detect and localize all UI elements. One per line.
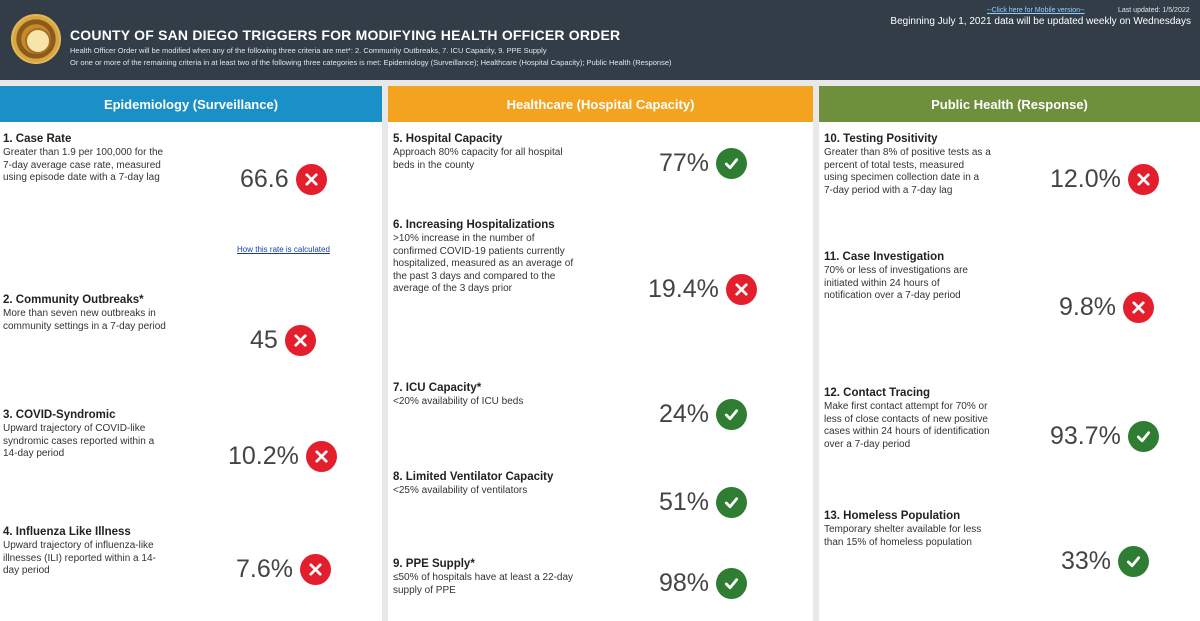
criterion-title: 10. Testing Positivity: [824, 133, 938, 145]
x-mark-icon: [300, 554, 331, 585]
criterion-title: 9. PPE Supply*: [393, 558, 475, 570]
metric-value: 24%: [659, 400, 710, 428]
desc-line: hospitalized, measured as an average of: [393, 258, 574, 269]
criterion-hospital-capacity: [393, 133, 563, 172]
desc-line: notification over a 7-day period: [824, 290, 961, 301]
criterion-increasing-hospitalizations: [393, 219, 573, 296]
desc-line: Approach 80% capacity for all hospital: [393, 147, 563, 158]
checkmark-icon: [716, 568, 747, 599]
criterion-case-investigation: [824, 251, 968, 303]
checkmark-icon: [716, 148, 747, 179]
criterion-title: 13. Homeless Population: [824, 510, 961, 522]
metric-testing-positivity: [1050, 164, 1159, 195]
criterion-description: [393, 396, 523, 409]
desc-line: Greater than 1.9 per 100,000 for the: [3, 147, 164, 158]
criterion-description: [3, 423, 154, 461]
county-seal-icon: [11, 14, 61, 64]
desc-line: 14-day period: [3, 448, 65, 459]
metric-value: 98%: [659, 569, 710, 597]
weekly-update-note: Beginning July 1, 2021 data will be updated weekly on Wednesdays: [890, 16, 1191, 27]
criterion-description: [393, 233, 573, 296]
criterion-case-rate: [3, 133, 163, 185]
desc-line: confirmed COVID-19 patients currently: [393, 245, 565, 257]
healthcare-column: [388, 86, 813, 621]
how-rate-calculated-link[interactable]: How this rate is calculated: [237, 245, 330, 254]
metric-influenza-like-illness: [236, 554, 331, 585]
criterion-title: 7. ICU Capacity*: [393, 382, 482, 394]
column-header: Epidemiology (Surveillance): [0, 86, 382, 122]
criterion-title: 6. Increasing Hospitalizations: [393, 219, 555, 231]
desc-line: Upward trajectory of influenza-like: [3, 540, 154, 551]
metric-covid-syndromic: [228, 441, 337, 472]
criterion-description: [824, 265, 968, 303]
criterion-testing-positivity: [824, 133, 991, 197]
x-mark-icon: [296, 164, 327, 195]
criterion-description: [824, 401, 990, 451]
metric-community-outbreaks: [250, 325, 316, 356]
criterion-community-outbreaks: [3, 294, 166, 333]
criterion-description: [3, 308, 166, 333]
criterion-description: [3, 147, 163, 185]
criterion-title: 3. COVID-Syndromic: [3, 409, 116, 421]
column-header: Healthcare (Hospital Capacity): [388, 86, 813, 122]
desc-line: <20% availability of ICU beds: [393, 396, 524, 407]
metric-value: 77%: [659, 149, 710, 177]
desc-line: 7-day average case rate, measured: [3, 159, 161, 171]
criterion-description: [3, 540, 156, 578]
metric-value: 12.0%: [1050, 165, 1121, 193]
metric-value: 45: [250, 326, 278, 354]
checkmark-icon: [716, 487, 747, 518]
criterion-description: [824, 524, 981, 549]
desc-line: illnesses (ILI) reported within a 14-: [3, 552, 156, 564]
metric-case-investigation: [1059, 292, 1154, 323]
criterion-description: [393, 572, 573, 597]
desc-line: community settings in a 7-day period: [3, 320, 166, 332]
criteria-line-1: Health Officer Order will be modified when any of the following three criteria are met*: 2. Community Outbreaks, 7. ICU Capacity, 9. PPE Supply: [70, 46, 547, 55]
criterion-title: 4. Influenza Like Illness: [3, 526, 131, 538]
desc-line: <25% availability of ventilators: [393, 485, 528, 496]
criterion-limited-ventilator-capacity: [393, 471, 553, 498]
desc-line: beds in the county: [393, 159, 475, 171]
criterion-title: 5. Hospital Capacity: [393, 133, 503, 145]
criterion-title: 1. Case Rate: [3, 133, 72, 145]
metric-icu-capacity: [659, 399, 747, 430]
metric-homeless-population: [1061, 546, 1149, 577]
desc-line: Upward trajectory of COVID-like: [3, 423, 146, 434]
desc-line: cases within 24 hours of identification: [824, 426, 990, 437]
criterion-icu-capacity: [393, 382, 523, 409]
criterion-influenza-like-illness: [3, 526, 156, 578]
metric-value: 10.2%: [228, 442, 299, 470]
desc-line: ≤50% of hospitals have at least a 22-day: [393, 572, 574, 583]
last-updated: Last updated: 1/5/2022: [1118, 7, 1190, 14]
x-mark-icon: [306, 441, 337, 472]
checkmark-icon: [1128, 421, 1159, 452]
public-health-column: [819, 86, 1200, 621]
x-mark-icon: [1123, 292, 1154, 323]
metric-value: 51%: [659, 488, 710, 516]
epidemiology-column: [0, 86, 382, 621]
metric-hospital-capacity: [659, 148, 747, 179]
metric-value: 93.7%: [1050, 422, 1121, 450]
criterion-covid-syndromic: [3, 409, 154, 461]
criterion-ppe-supply: [393, 558, 573, 597]
desc-line: >10% increase in the number of: [393, 233, 535, 244]
criterion-homeless-population: [824, 510, 981, 549]
desc-line: Temporary shelter available for less: [824, 524, 982, 535]
criterion-contact-tracing: [824, 387, 990, 451]
checkmark-icon: [1118, 546, 1149, 577]
page-header: [0, 0, 1200, 80]
desc-line: initiated within 24 hours of: [824, 277, 940, 289]
metric-limited-ventilator-capacity: [659, 487, 747, 518]
desc-line: using specimen collection date in a: [824, 172, 980, 183]
mobile-version-link[interactable]: --Click here for Mobile version--: [987, 7, 1085, 14]
desc-line: More than seven new outbreaks in: [3, 308, 156, 319]
desc-line: the past 3 days and compared to the: [393, 270, 556, 282]
criterion-description: [393, 485, 553, 498]
desc-line: using episode date with a 7-day lag: [3, 172, 160, 183]
metric-value: 19.4%: [648, 275, 719, 303]
criteria-line-2: Or one or more of the remaining criteria in at least two of the following three categories is met: Epidemiology (Surveillance); Healthcare (Hospital Capacity); Public Health (Response): [70, 58, 672, 67]
desc-line: over a 7-day period: [824, 438, 911, 450]
desc-line: syndromic cases reported within a: [3, 435, 155, 447]
checkmark-icon: [716, 399, 747, 430]
criterion-title: 2. Community Outbreaks*: [3, 294, 144, 306]
desc-line: Greater than 8% of positive tests as a: [824, 147, 991, 158]
desc-line: Make first contact attempt for 70% or: [824, 401, 988, 412]
column-header: Public Health (Response): [819, 86, 1200, 122]
x-mark-icon: [285, 325, 316, 356]
criterion-description: [824, 147, 991, 197]
page-title: COUNTY OF SAN DIEGO TRIGGERS FOR MODIFYING HEALTH OFFICER ORDER: [70, 27, 621, 43]
desc-line: percent of total tests, measured: [824, 159, 965, 171]
desc-line: than 15% of homeless population: [824, 536, 972, 548]
x-mark-icon: [726, 274, 757, 305]
criterion-title: 12. Contact Tracing: [824, 387, 931, 399]
criterion-description: [393, 147, 563, 172]
metric-ppe-supply: [659, 568, 747, 599]
desc-line: average of the 3 days prior: [393, 283, 512, 294]
desc-line: less of close contacts of new positive: [824, 413, 988, 425]
criterion-title: 11. Case Investigation: [824, 251, 945, 263]
x-mark-icon: [1128, 164, 1159, 195]
desc-line: day period: [3, 565, 50, 576]
metric-value: 9.8%: [1059, 293, 1116, 321]
metric-value: 33%: [1061, 547, 1112, 575]
metric-value: 66.6: [240, 165, 289, 193]
desc-line: supply of PPE: [393, 584, 456, 596]
metric-value: 7.6%: [236, 555, 293, 583]
metric-increasing-hospitalizations: [648, 274, 757, 305]
criterion-title: 8. Limited Ventilator Capacity: [393, 471, 554, 483]
desc-line: 7-day period with a 7-day lag: [824, 184, 953, 196]
desc-line: 70% or less of investigations are: [824, 265, 968, 276]
metric-case-rate: [240, 164, 327, 195]
metric-contact-tracing: [1050, 421, 1159, 452]
